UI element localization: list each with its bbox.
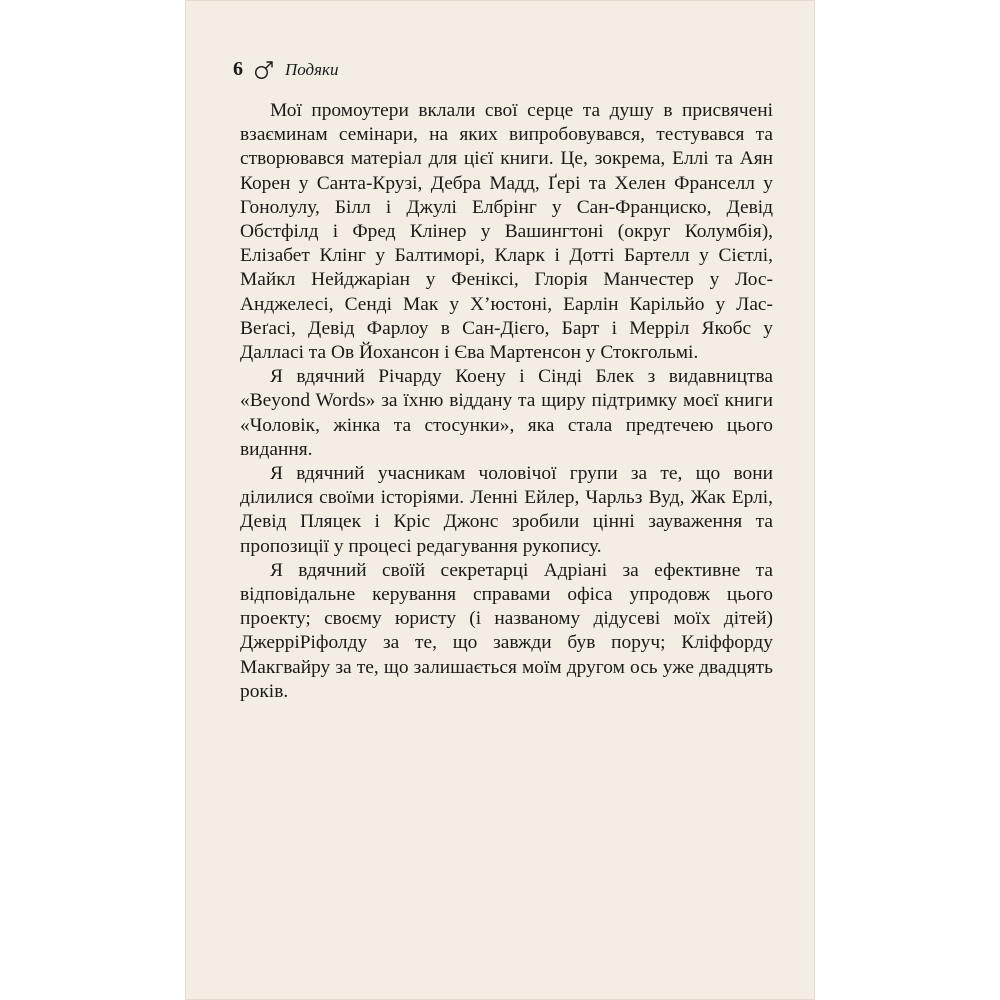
male-symbol-icon <box>253 59 275 81</box>
body-text <box>240 99 773 704</box>
paragraph: Мої промоутери вклали свої серце та душу в присвячені взаєминам семінари, на яких випробовувався, тестувався та створювався матеріал для цієї книги. Це, зокрема, Еллі та Аян Корен у Санта-Крузі, Дебра Мадд, Ґері та Хелен Франселл у Гонолулу, Білл і Джулі Елбрінг у Сан-Франциско, Девід Обстфілд і Фред Клінер у Вашингтоні (округ Колумбія), Елізабет Клінг у Балтиморі, Кларк і Дотті Бартелл у Сієтлі, Майкл Нейджаріан у Феніксі, Глорія Манчестер у Лос-Анджелесі, Сенді Мак у Х’юстоні, Еарлін Карільйо у Лас-Веґасі, Девід Фарлоу в Сан-Дієго, Барт і Мерріл Якобс у Далласі та Ов Йохансон і Єва Мартенсон у Стокгольмі. <box>240 100 773 364</box>
page-number: 6 <box>233 58 243 80</box>
section-title: Подяки <box>285 59 339 79</box>
book-page <box>185 0 815 1000</box>
paragraph: Я вдячний Річарду Коену і Сінді Блек з видавництва «Beyond Words» за їхню віддану та щиру підтримку моєї книги «Чоловік, жінка та стосунки», яка стала предтечею цього видання. <box>240 366 773 460</box>
running-head <box>233 58 339 81</box>
paragraph: Я вдячний учасникам чоловічої групи за те, що вони ділилися своїми історіями. Ленні Ейлер, Чарльз Вуд, Жак Ерлі, Девід Пляцек і Кріс Джонс зробили цінні зауваження та пропозиції у процесі редагування рукопису. <box>240 463 773 557</box>
paragraph: Я вдячний своїй секретарці Адріані за ефективне та відповідальне керування справами офіса упродовж цього проекту; своєму юристу (і названому дідусеві моїх дітей) ДжерріРіфолду за те, що завжди був поруч; Кліффорду Макгвайру за те, що залишається моїм другом ось уже двадцять років. <box>240 559 773 702</box>
